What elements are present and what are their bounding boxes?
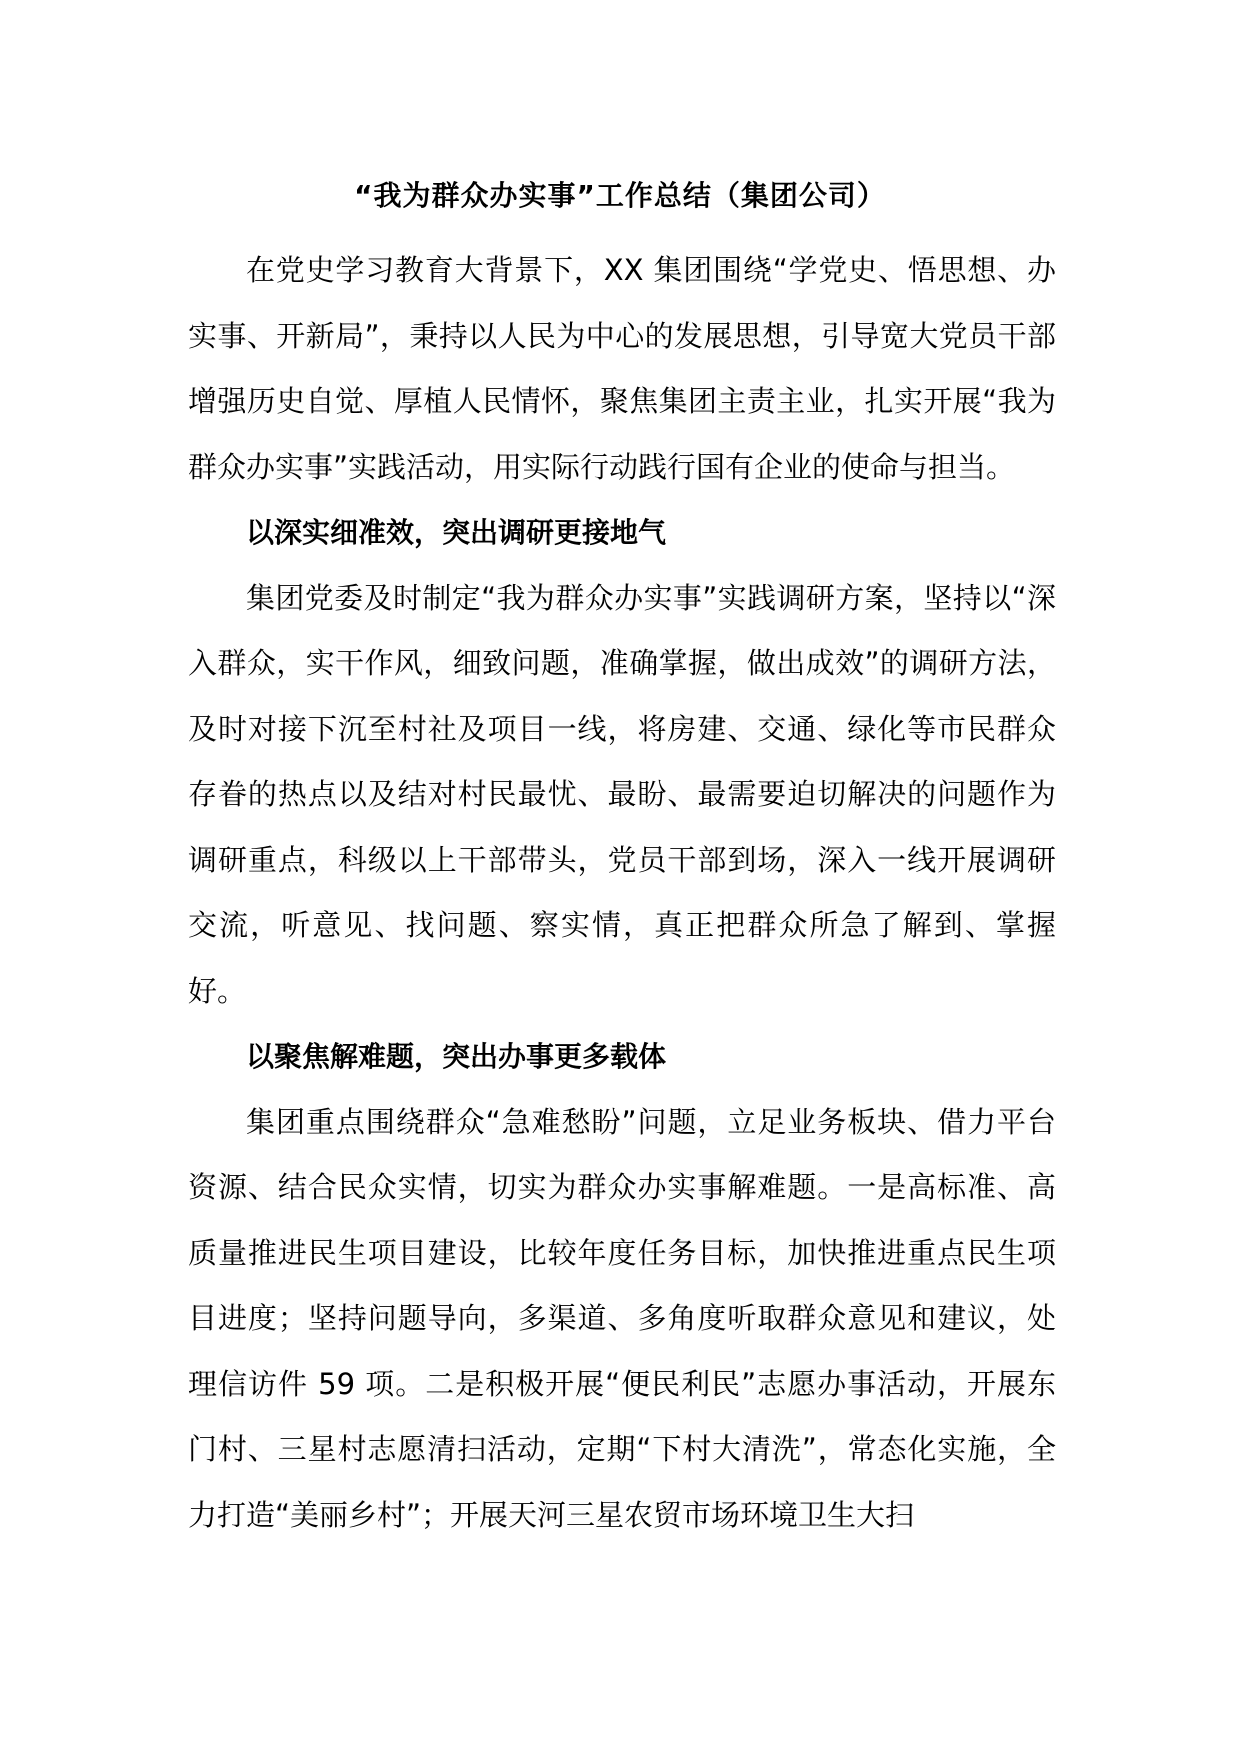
paragraph-intro: 在党史学习教育大背景下，XX 集团围绕“学党史、悟思想、办实事、开新局”，秉持以人民为中心的发展思想，引导宽大党员干部增强历史自觉、厚植人民情怀，聚焦集团主责主业，扎实开展“我为群众办实事”实践活动，用实际行动践行国有企业的使命与担当。 bbox=[188, 253, 1056, 484]
paragraph-solve-problems: 集团重点围绕群众“急难愁盼”问题，立足业务板块、借力平台资源、结合民众实情，切实为群众办实事解难题。一是高标准、高质量推进民生项目建设，比较年度任务目标，加快推进重点民生项目进度；坚持问题导向，多渠道、多角度听取群众意见和建议，处理信访件 59 项。二是积极开展“便民利民”志愿办事活动，开展东门村、三星村志愿清扫活动，定期“下村大清洗”，常态化实施，全力打造“美丽乡村”；开展天河三星农贸市场环境卫生大扫 bbox=[188, 1104, 1056, 1532]
document-body bbox=[188, 238, 1056, 1548]
section-heading-research: 以深实细准效，突出调研更接地气 bbox=[246, 516, 667, 549]
document-title: “我为群众办实事”工作总结（集团公司） bbox=[354, 179, 886, 212]
paragraph-research: 集团党委及时制定“我为群众办实事”实践调研方案，坚持以“深入群众，实干作风，细致问题，准确掌握，做出成效”的调研方法，及时对接下沉至村社及项目一线，将房建、交通、绿化等市民群众存眷的热点以及结对村民最忧、最盼、最需要迫切解决的问题作为调研重点，科级以上干部带头，党员干部到场，深入一线开展调研交流，听意见、找问题、察实情，真正把群众所急了解到、掌握好。 bbox=[188, 580, 1056, 1008]
section-heading-solve-problems: 以聚焦解难题，突出办事更多载体 bbox=[246, 1040, 667, 1073]
